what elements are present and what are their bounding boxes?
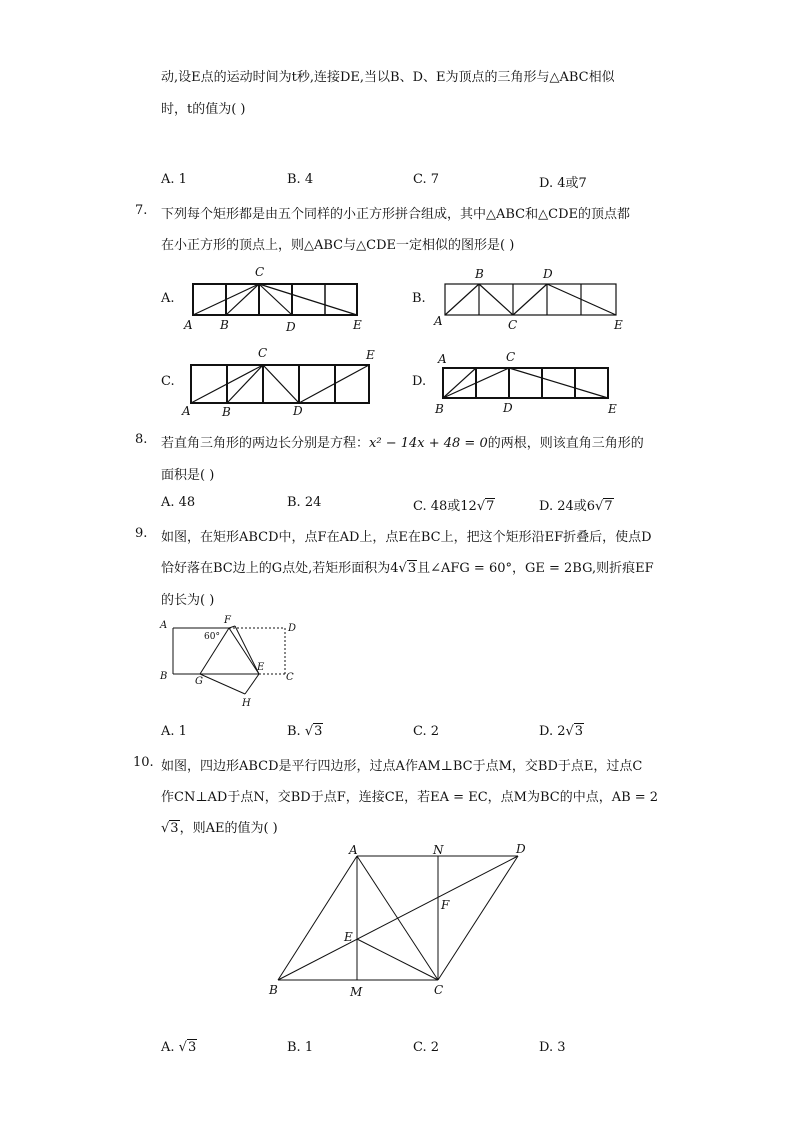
q7-option-b[interactable]: B. [412,291,426,306]
q7-text-line1: 下列每个矩形都是由五个同样的小正方形拼合组成，其中△ABC和△CDE的顶点都 [161,207,630,222]
sqrt-icon: √ [304,724,314,739]
q10-label-b: B [269,983,278,997]
q7c-label-a: A [182,404,191,418]
q9-option-b[interactable] [287,724,323,739]
q8-text-part2: 的两根，则该直角三角形的 [487,436,644,451]
q7d-label-c: C [506,350,516,364]
q7-option-c[interactable]: C. [161,374,175,389]
q9-label-h: H [242,698,251,709]
q6-text-line1: 动,设E点的运动时间为t秒,连接DE,当以B、D、E为顶点的三角形与△ABC相似 [161,70,615,85]
q7a-label-a: A [184,318,193,332]
q7a-label-e: E [353,318,362,332]
q7c-label-c: C [258,346,268,360]
q10-option-d[interactable]: D. 3 [539,1040,566,1055]
q8-option-c-text: C. 48或12 [413,499,477,514]
q8-option-d-text: D. 24或6 [539,499,596,514]
q7d-label-b: B [435,402,444,416]
q9-text-line2-b: 且∠AFG = 60°，GE = 2BG,则折痕EF [417,561,654,576]
q10-label-a: A [349,843,358,857]
sqrt-icon: √ [161,821,170,836]
sqrt-icon: √ [565,724,574,739]
q7d-label-a: A [438,352,447,366]
q8-option-c-radicand: 7 [486,499,495,514]
q7b-label-a: A [434,314,443,328]
q9-option-c[interactable]: C. 2 [413,724,440,739]
q9-figure [155,612,315,712]
q9-label-d: D [288,623,297,634]
q7-text-line2: 在小正方形的顶点上，则△ABC与△CDE一定相似的图形是( ) [161,238,515,253]
q7b-label-b: B [475,267,484,281]
q8-option-a[interactable]: A. 48 [161,495,196,510]
q7-option-a[interactable]: A. [161,291,175,306]
q8-text-part1: 若直角三角形的两边长分别是方程： [161,436,370,451]
q9-text-line2-a: 恰好落在BC边上的G点处,若矩形面积为4 [161,561,399,576]
q10-text-line3-b: ，则AE的值为( ) [179,821,278,836]
q10-figure [260,838,540,1004]
q9-text-line3: 的长为( ) [161,593,215,608]
q10-option-c[interactable]: C. 2 [413,1040,440,1055]
q7-option-d[interactable]: D. [412,374,427,389]
q7-number: 7. [135,203,148,218]
q8-option-b[interactable]: B. 24 [287,495,322,510]
q9-option-d[interactable] [539,724,584,739]
q7-figure-b [432,262,628,334]
q6-option-d[interactable]: D. 4或7 [539,176,587,191]
q9-option-b-radicand: 3 [314,724,323,739]
q10-text-line2: 作CN⊥AD于点N，交BD于点F，连接CE，若EA = EC，点M为BC的中点，AB = 2 [161,790,659,805]
q9-option-d-radicand: 3 [574,724,584,739]
q9-number: 9. [135,526,148,541]
q7a-label-b: B [220,318,229,332]
q10-label-c: C [434,983,444,997]
q10-text-line3 [161,817,278,836]
q10-option-a-radicand: 3 [187,1040,197,1055]
q9-text-line2-radicand: 3 [407,561,417,576]
q7a-label-d: D [286,320,296,334]
q7c-label-b: B [222,405,231,419]
q10-option-a-text: A. [161,1040,179,1055]
q8-equation: x² − 14x + 48 = 0 [369,436,488,451]
q6-option-b[interactable]: B. 4 [287,172,314,187]
q8-number: 8. [135,432,148,447]
q7-figure-a [180,262,370,334]
q10-text-line1: 如图，四边形ABCD是平行四边形，过点A作AM⊥BC于点M，交BD于点E，过点C [161,759,643,774]
q9-label-g: G [195,676,203,687]
q9-option-d-text: D. 2 [539,724,566,739]
q10-label-e: E [344,930,353,944]
q9-text-line1: 如图，在矩形ABCD中，点F在AD上，点E在BC上，把这个矩形沿EF折叠后，使点D [161,530,652,545]
q10-number: 10. [133,755,154,770]
q7c-label-e: E [366,348,375,362]
q10-option-b[interactable]: B. 1 [287,1040,314,1055]
sqrt-icon: √ [476,499,486,514]
q7d-label-e: E [608,402,617,416]
q9-label-b: B [160,671,168,682]
q10-option-a[interactable] [161,1040,197,1055]
q7b-label-d: D [543,267,553,281]
q9-label-c: C [286,672,294,683]
q7d-label-d: D [503,401,513,415]
q7-figure-c [180,344,380,420]
q8-option-d[interactable] [539,495,614,514]
q10-label-d: D [516,842,526,856]
q8-text-line1 [161,432,644,451]
sqrt-icon: √ [595,499,604,514]
q7b-label-c: C [508,318,518,332]
q8-text-line2: 面积是( ) [161,468,215,483]
q8-option-c[interactable] [413,495,495,514]
q6-option-a[interactable]: A. 1 [161,172,187,187]
q9-option-a[interactable]: A. 1 [161,724,187,739]
q9-text-line2 [161,557,654,576]
q9-angle-label: 60° [204,632,220,642]
q6-option-c[interactable]: C. 7 [413,172,440,187]
q10-label-m: M [350,985,363,999]
q9-label-e: E [257,662,265,673]
q9-label-a: A [160,620,168,631]
q7c-label-d: D [293,404,303,418]
q9-label-f: F [224,615,231,626]
q8-option-d-radicand: 7 [604,499,613,514]
q7-figure-d [432,346,628,420]
q7a-label-c: C [255,265,265,279]
q9-option-b-text: B. [287,724,305,739]
q7b-label-e: E [614,318,623,332]
q10-label-f: F [441,898,450,912]
q10-label-n: N [433,843,444,857]
q10-text-line3-radicand: 3 [170,821,179,836]
q6-text-line2: 时，t的值为( ) [161,102,246,117]
sqrt-icon: √ [178,1040,187,1055]
sqrt-icon: √ [398,561,407,576]
